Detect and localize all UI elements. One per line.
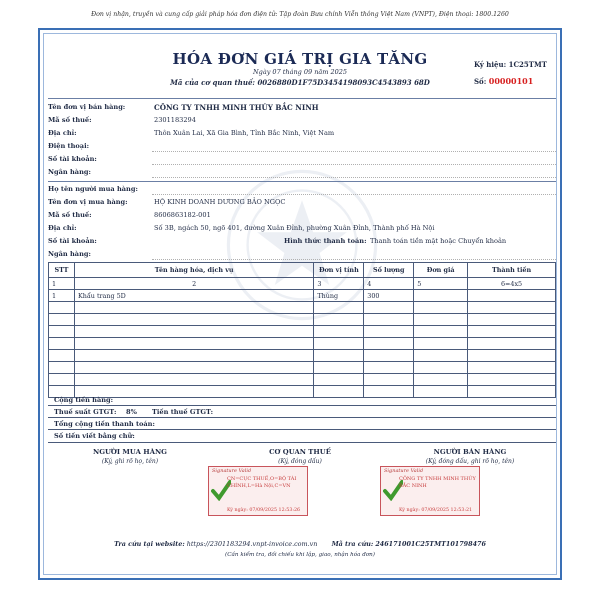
seller-sign-sub: (Ký, đóng dấu, ghi rõ họ, tên)	[425, 458, 515, 465]
tax-sign-sub: (Ký, đóng dấu)	[278, 458, 322, 465]
invoice-number-value: 00000101	[488, 76, 534, 86]
table-cell	[414, 290, 468, 302]
seller-account-row	[48, 155, 556, 167]
buyer-tax-row	[48, 211, 556, 223]
seller-tax-code: 2301183294	[154, 116, 196, 124]
grand-total-label: Tổng cộng tiền thanh toán:	[54, 420, 155, 428]
divider	[48, 405, 556, 406]
buyer-name: HỘ KINH DOANH DƯƠNG BẢO NGỌC	[154, 198, 286, 206]
tax-sign-title: CƠ QUAN THUẾ	[269, 448, 331, 456]
vat-rate: 8%	[126, 408, 137, 416]
table-cell: 300	[364, 290, 414, 302]
provider-note: Đơn vị nhận, truyền và cung cấp giải pháp hóa đơn điện tử: Tập đoàn Bưu chính Viễn thông Việt Nam (VNPT), Điện thoại: 1800.1260	[91, 11, 509, 18]
payment-method-label: Hình thức thanh toán:	[284, 237, 367, 245]
seller-bank-row	[48, 168, 556, 180]
lookup-label: Tra cứu tại website:	[114, 540, 185, 548]
seller-name-label: Tên đơn vị bán hàng:	[48, 103, 126, 111]
seller-address-row	[48, 129, 556, 141]
table-cell: 2	[74, 278, 313, 290]
table-cell: 6=4x5	[468, 278, 556, 290]
buyer-person-label: Họ tên người mua hàng:	[48, 185, 138, 193]
table-header: STT	[49, 263, 75, 278]
buyer-address-label: Địa chỉ:	[48, 224, 77, 232]
seller-address-label: Địa chỉ:	[48, 129, 77, 137]
buyer-sign-sub: (Ký, ghi rõ họ, tên)	[101, 458, 159, 465]
table-header: Đơn vị tính	[314, 263, 364, 278]
table-header: Đơn giá	[414, 263, 468, 278]
buyer-account-label: Số tài khoản:	[48, 237, 97, 245]
subtotal-label: Cộng tiền hàng:	[54, 396, 114, 404]
buyer-tax-label: Mã số thuế:	[48, 211, 92, 219]
divider	[48, 429, 556, 430]
table-cell: 1	[49, 278, 75, 290]
lookup-code: 246171001C25TMT101798476	[375, 540, 486, 548]
buyer-sign-title: NGƯỜI MUA HÀNG	[92, 448, 167, 456]
table-header-row	[49, 263, 556, 278]
invoice-symbol: Ký hiệu: 1C25TMT	[474, 60, 547, 69]
buyer-tax-code: 8606863182-001	[154, 211, 211, 219]
table-row	[49, 374, 556, 386]
invoice-number	[474, 76, 533, 86]
table-index-row	[49, 278, 556, 290]
seller-phone-row	[48, 142, 556, 154]
table-cell	[468, 290, 556, 302]
table-row	[49, 350, 556, 362]
buyer-account-row	[48, 237, 556, 249]
table-header: Tên hàng hóa, dịch vụ	[74, 263, 313, 278]
seller-name-row	[48, 103, 556, 115]
divider	[48, 98, 556, 99]
table-row	[49, 326, 556, 338]
lookup-line	[0, 540, 600, 548]
buyer-bank-row	[48, 250, 556, 262]
table-header: Số lượng	[364, 263, 414, 278]
buyer-name-label: Tên đơn vị mua hàng:	[48, 198, 128, 206]
table-row	[49, 290, 556, 302]
seller-phone-label: Điện thoại:	[48, 142, 90, 150]
buyer-name-row	[48, 198, 556, 210]
table-cell: 1	[49, 290, 75, 302]
invoice-number-label: Số:	[474, 77, 487, 86]
seller-name: CÔNG TY TNHH MINH THÚY BẮC NINH	[154, 103, 319, 112]
buyer-address-row	[48, 224, 556, 236]
signature-date: Ký ngày: 07/09/2025 12:53:21	[399, 508, 473, 513]
invoice-title: HÓA ĐƠN GIÁ TRỊ GIA TĂNG	[172, 50, 428, 68]
table-cell: 3	[314, 278, 364, 290]
table-row	[49, 362, 556, 374]
table-row	[49, 338, 556, 350]
buyer-bank-label: Ngân hàng:	[48, 250, 91, 258]
buyer-address: Số 3B, ngách 50, ngõ 401, đường Xuân Đỉnh, phường Xuân Đỉnh, Thành phố Hà Nội	[154, 224, 435, 232]
table-header: Thành tiền	[468, 263, 556, 278]
table-cell: Khẩu trang 5D	[74, 290, 313, 302]
seller-sign-title: NGƯỜI BÁN HÀNG	[433, 448, 507, 456]
invoice-date: Ngày 07 tháng 09 năm 2025	[252, 68, 348, 76]
signature-text: CÔNG TY TNHH MINH THÚY BẮC NINH	[399, 476, 476, 489]
table-row	[49, 302, 556, 314]
table-cell: 4	[364, 278, 414, 290]
buyer-person-row	[48, 185, 556, 197]
seller-address: Thôn Xuân Lai, Xã Gia Bình, Tỉnh Bắc Ninh, Việt Nam	[154, 129, 335, 137]
items-table	[48, 262, 556, 398]
divider	[48, 442, 556, 443]
table-row	[49, 386, 556, 398]
tax-signature-stamp	[208, 466, 308, 516]
seller-account-label: Số tài khoản:	[48, 155, 97, 163]
signature-date: Ký ngày: 07/09/2025 12:53:26	[227, 508, 301, 513]
table-cell: 5	[414, 278, 468, 290]
lookup-code-label: Mã tra cứu:	[331, 540, 374, 548]
divider	[48, 417, 556, 418]
table-cell: Thùng	[314, 290, 364, 302]
seller-tax-row	[48, 116, 556, 128]
tax-authority-code: Mã của cơ quan thuế: 0026880D1F75D3454198093C4543893 68D	[170, 78, 430, 87]
signature-valid-text: Signature Valid	[384, 468, 424, 474]
vat-rate-label: Thuế suất GTGT:	[54, 408, 117, 416]
divider	[48, 181, 556, 182]
vat-amount-label: Tiền thuế GTGT:	[152, 408, 214, 416]
footer-note: (Cần kiểm tra, đối chiếu khi lập, giao, nhận hóa đơn)	[225, 552, 375, 558]
lookup-url[interactable]: https://2301183294.vnpt-invoice.com.vn	[186, 540, 318, 548]
seller-tax-label: Mã số thuế:	[48, 116, 92, 124]
table-row	[49, 314, 556, 326]
amount-in-words-label: Số tiền viết bằng chữ:	[54, 432, 135, 440]
seller-bank-label: Ngân hàng:	[48, 168, 91, 176]
payment-method: Thanh toán tiền mặt hoặc Chuyển khoản	[370, 237, 507, 245]
seller-signature-stamp	[380, 466, 480, 516]
signature-valid-text: Signature Valid	[212, 468, 252, 474]
signature-text: CN=CỤC THUẾ,O=BỘ TÀI CHÍNH,L=Hà Nội,C=VN	[227, 476, 297, 489]
